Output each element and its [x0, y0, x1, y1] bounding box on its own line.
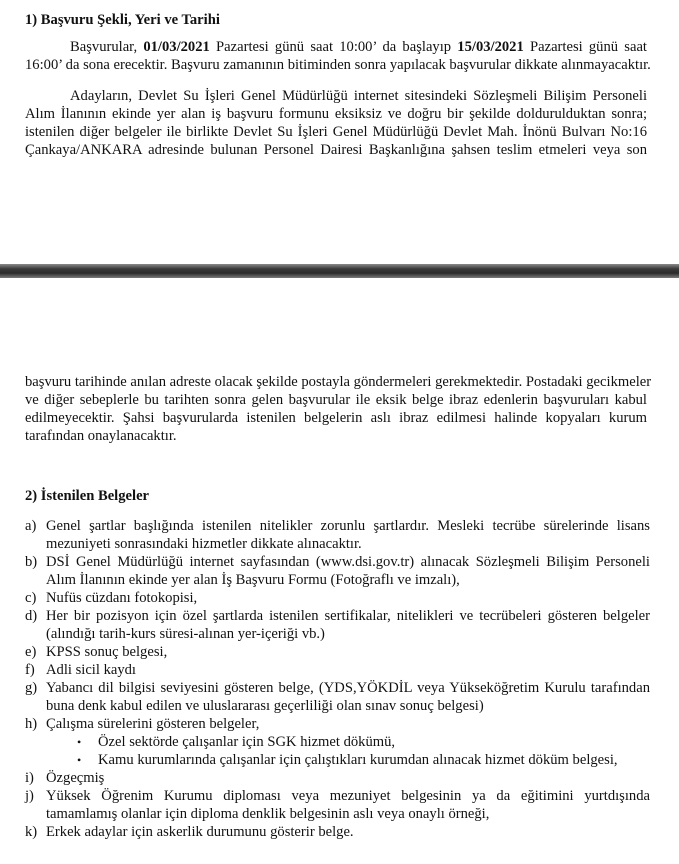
list-item-line: Genel şartlar başlığında istenilen nitelikler zorunlu şartlardır. Mesleki tecrübe sürelerinde lisans — [46, 518, 650, 534]
list-item — [25, 823, 650, 841]
list-item — [25, 589, 650, 607]
list-item-line: tamamlamış olanlar için diploma denklik belgesinin aslı veya onaylı örneği, — [46, 806, 490, 822]
list-item-text — [46, 661, 650, 679]
sub-list-item-text: Özel sektörde çalışanlar için SGK hizmet dökümü, — [98, 734, 396, 750]
list-item-line: Yabancı dil bilgisi seviyesini gösteren belge, (YDS,YÖKDİL veya Yükseköğretim Kurulu tarafından — [46, 680, 650, 696]
paragraph-line: istenilen diğer belgeler ile birlikte Devlet Su İşleri Genel Müdürlüğü Devlet Mah. İnönü Bulvarı No:16 — [25, 124, 647, 140]
sub-list-item-text: Kamu kurumlarında çalışanlar için çalıştıkları kurumdan alınacak hizmet döküm belgesi, — [98, 752, 618, 768]
start-date: 01/03/2021 — [143, 39, 210, 55]
list-item-text — [46, 787, 650, 823]
list-marker: g) — [25, 680, 38, 696]
list-item-text — [46, 823, 650, 841]
list-marker: i) — [25, 770, 34, 786]
list-item-text — [46, 607, 650, 643]
list-item — [25, 517, 650, 553]
list-item-line: mezuniyeti sonrasındaki hizmetler dikkate alınacaktır. — [46, 536, 362, 552]
list-marker: c) — [25, 590, 37, 606]
list-marker: a) — [25, 518, 37, 534]
sub-list-item — [25, 733, 650, 751]
list-item — [25, 769, 650, 787]
list-item-line: Her bir pozisyon için özel şartlarda istenilen sertifikalar, nitelikleri ve tecrübeleri gösteren belgeler — [46, 608, 650, 624]
text-run: Pazartesi günü saat — [530, 39, 647, 55]
document-page-2 — [0, 278, 679, 864]
list-item-line: (alındığı tarih-kurs süresi-alınan yer-içeriği vb.) — [46, 626, 325, 642]
list-marker: e) — [25, 644, 37, 660]
page-break-divider — [0, 264, 679, 278]
text-run: Pazartesi günü saat 10:00’ da başlayıp — [216, 39, 452, 55]
required-documents-list — [25, 517, 650, 841]
paragraph-postal-submission — [25, 373, 652, 445]
list-item-text — [46, 553, 650, 589]
paragraph-line: Alım İlanının ekinde yer alan iş başvuru formunu eksiksiz ve doğru bir şekilde doldurulduktan sonra; — [25, 106, 647, 122]
list-item-line: buna denk kabul edilen ve uluslararası geçerliliği olan sınav sonuç belgesi) — [46, 698, 484, 714]
list-marker: d) — [25, 608, 38, 624]
list-item-text — [46, 517, 650, 553]
paragraph-application-dates — [25, 38, 651, 74]
list-item-line: Yüksek Öğrenim Kurumu diploması veya mezuniyet belgesinin ya da eğitimini yurtdışında — [46, 788, 650, 804]
end-date: 15/03/2021 — [457, 39, 524, 55]
section-heading-application: 1) Başvuru Şekli, Yeri ve Tarihi — [25, 12, 220, 28]
list-marker: k) — [25, 824, 38, 840]
list-item-line: KPSS sonuç belgesi, — [46, 644, 168, 660]
list-item — [25, 679, 650, 715]
paragraph-line: Çankaya/ANKARA adresinde bulunan Personel Dairesi Başkanlığına şahsen teslim etmeleri veya son — [25, 142, 647, 158]
paragraph-line: 16:00’ da sona erecektir. Başvuru zamanının bitiminden sonra yapılacak başvurular dikkate alınmayacaktır. — [25, 57, 651, 73]
list-item-text — [46, 769, 650, 787]
paragraph-line: başvuru tarihinde anılan adreste olacak şekilde postayla göndermeleri gerekmektedir. Postadaki gecikmeler — [25, 374, 652, 390]
bullet-icon: • — [77, 753, 82, 767]
paragraph-line: Adayların, Devlet Su İşleri Genel Müdürlüğü internet sitesindeki Sözleşmeli Bilişim Personeli — [70, 88, 647, 104]
list-item-line: Adli sicil kaydı — [46, 662, 136, 678]
list-item-line: Erkek adaylar için askerlik durumunu gösterir belge. — [46, 824, 354, 840]
list-item-line: Özgeçmiş — [46, 770, 105, 786]
paragraph-application-place — [25, 87, 647, 159]
section-heading-required-documents: 2) İstenilen Belgeler — [25, 488, 150, 504]
list-item — [25, 715, 650, 733]
text-run: Başvurular, — [70, 39, 138, 55]
list-item — [25, 607, 650, 643]
list-item — [25, 661, 650, 679]
list-item-text — [46, 715, 650, 733]
paragraph-line: ve diğer sebeplerle bu tarihten sonra gelen başvurular ile eksik belge ibraz edenlerin başvuruları kabul — [25, 392, 647, 408]
paragraph-line — [25, 38, 647, 56]
bullet-icon: • — [77, 735, 82, 749]
list-item-line: Çalışma sürelerini gösteren belgeler, — [46, 716, 260, 732]
document-page-1 — [0, 0, 679, 266]
list-marker: h) — [25, 716, 38, 732]
list-item — [25, 553, 650, 589]
paragraph-line: tarafından onaylanacaktır. — [25, 428, 177, 444]
list-marker: j) — [25, 788, 34, 804]
list-item-text — [46, 643, 650, 661]
list-item-line: Alım İlanının ekinde yer alan İş Başvuru Formu (Fotoğraflı ve imzalı), — [46, 572, 460, 588]
list-item — [25, 787, 650, 823]
sub-list-item — [25, 751, 650, 769]
list-item — [25, 643, 650, 661]
paragraph-line: edilmeyecektir. Şahsi başvurularda istenilen belgelerin aslı ibraz edilmesi halinde kopyaları kurum — [25, 410, 647, 426]
list-item-text — [46, 679, 650, 715]
list-item-line: Nufüs cüzdanı fotokopisi, — [46, 590, 198, 606]
list-marker: f) — [25, 662, 35, 678]
list-item-text — [46, 589, 650, 607]
list-marker: b) — [25, 554, 38, 570]
list-item-line: DSİ Genel Müdürlüğü internet sayfasından (www.dsi.gov.tr) alınacak Sözleşmeli Bilişim Personeli — [46, 554, 650, 570]
